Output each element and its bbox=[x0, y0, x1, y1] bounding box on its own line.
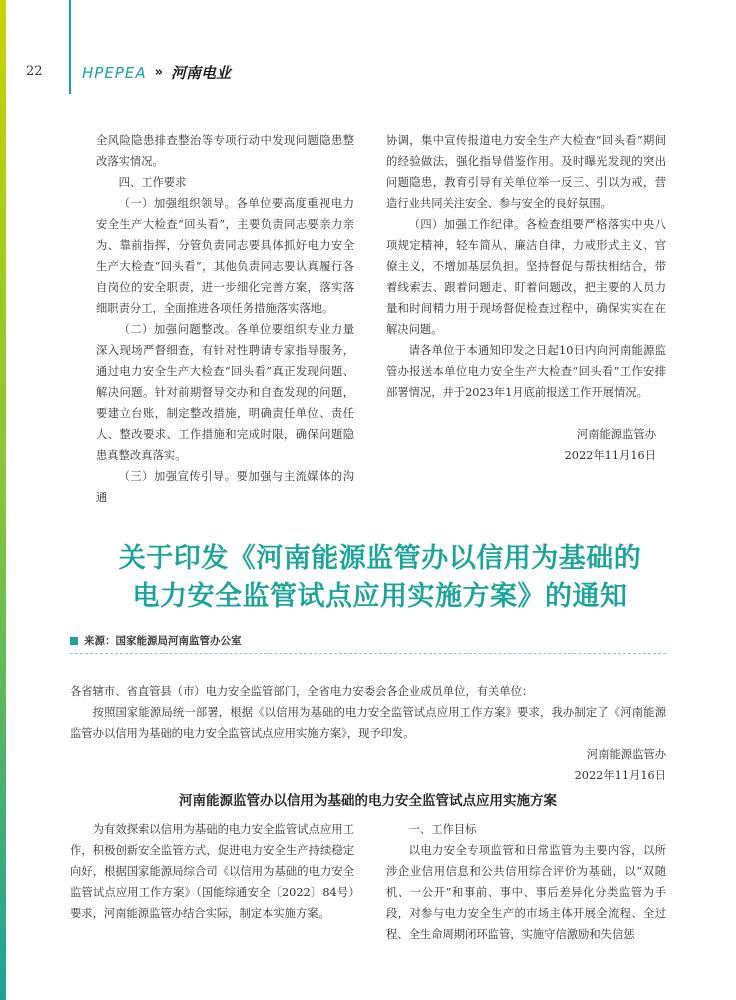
divider bbox=[70, 653, 666, 654]
magazine-logo-en: HPEPEA bbox=[82, 63, 147, 82]
date: 2022年11月16日 bbox=[564, 449, 656, 462]
paragraph: （四）加强工作纪律。各检查组要严格落实中央八项规定精神，轻车简从、廉洁自律，力戒形式主义、官僚主义，不增加基层负担。坚持督促与帮扶相结合，带着线索去、跟着问题走、盯着问题改，把主要的人员力量和时间精力用于现场督促检查过程中，确保实实在在解决问题。 bbox=[386, 218, 666, 336]
article-title-line: 关于印发《河南能源监管办以信用为基础的 bbox=[118, 543, 642, 574]
plan-title: 河南能源监管办以信用为基础的电力安全监管试点应用实施方案 bbox=[179, 793, 557, 809]
accent-bar bbox=[0, 0, 6, 1000]
plan-right-column bbox=[386, 819, 666, 945]
chevron-right-icon: » bbox=[154, 65, 163, 80]
paragraph: 按照国家能源局统一部署，根据《以信用为基础的电力安全监管试点应用工作方案》要求，我办制定了《河南能源监管办以信用为基础的电力安全监管试点应用实施方案》，现予印发。 bbox=[70, 706, 666, 740]
paragraph: （三）加强宣传引导。要加强与主流媒体的沟通 bbox=[96, 470, 354, 504]
top-left-column bbox=[96, 130, 354, 508]
plan-left-column bbox=[70, 819, 354, 924]
paragraph: 为有效探索以信用为基础的电力安全监管试点应用工作，积极创新安全监管方式，促进电力安全生产持续稳定向好，根据国家能源局综合司《以信用为基础的电力安全监管试点应用工作方案》（国能综通安全〔2022〕84号）要求，河南能源监管办结合实际，制定本实施方案。 bbox=[70, 823, 354, 920]
source-label bbox=[70, 633, 242, 648]
paragraph: 请各单位于本通知印发之日起10日内向河南能源监管办报送本单位电力安全生产大检查“回头看”工作安排部署情况，并于2023年1月底前报送工作开展情况。 bbox=[386, 344, 666, 399]
date: 2022年11月16日 bbox=[574, 769, 666, 782]
magazine-logo-cn: 河南电业 bbox=[171, 64, 232, 82]
notice-body bbox=[70, 681, 666, 786]
paragraph: 全风险隐患排查整治等专项行动中发现问题隐患整改落实情况。 bbox=[96, 134, 354, 168]
signature: 河南能源监管办 bbox=[576, 428, 656, 441]
signature: 河南能源监管办 bbox=[586, 748, 666, 761]
paragraph: 以电力安全专项监管和日常监管为主要内容，以所涉企业信用信息和公共信用综合评价为基础，以“双随机、一公开”和事前、事中、事后差异化分类监管为手段，对参与电力安全生产的市场主体开展全流程、全过程、全生命周期闭环监管，实施守信激励和失信惩 bbox=[386, 844, 666, 941]
section-heading: 四、工作要求 bbox=[118, 176, 187, 189]
article-title bbox=[60, 540, 700, 616]
notice-recipients: 各省辖市、省直管县（市）电力安全监管部门，全省电力安委会各企业成员单位，有关单位： bbox=[70, 685, 534, 698]
page-number: 22 bbox=[26, 64, 43, 79]
section-heading: 一、工作目标 bbox=[408, 823, 477, 836]
magazine-masthead bbox=[82, 62, 231, 83]
source-text: 来源：国家能源局河南监管办公室 bbox=[84, 635, 242, 647]
article-title-line: 电力安全监管试点应用实施方案》的通知 bbox=[132, 581, 628, 612]
paragraph: （一）加强组织领导。各单位要高度重视电力安全生产大检查“回头看”，主要负责同志要亲力亲为、靠前指挥，分管负责同志要具体抓好电力安全生产大检查“回头看”，其他负责同志要认真履行各自岗位的安全职责，进一步细化完善方案，落实落细职责分工，全面推进各项任务措施落实落地。 bbox=[96, 197, 354, 315]
square-bullet-icon bbox=[70, 637, 78, 645]
paragraph: （二）加强问题整改。各单位要组织专业力量深入现场严督细查，有针对性聘请专家指导服务，通过电力安全生产大检查“回头看”真正发现问题、解决问题。针对前期督导交办和自查发现的问题，要建立台账，制定整改措施，明确责任单位、责任人、整改要求、工作措施和完成时限，确保问题隐患真整改真落实。 bbox=[96, 323, 354, 462]
top-right-column bbox=[386, 130, 666, 466]
header-divider bbox=[69, 0, 71, 94]
paragraph: 协调，集中宣传报道电力安全生产大检查“回头看”期间的经验做法，强化指导借鉴作用。及时曝光发现的突出问题隐患，教育引导有关单位举一反三、引以为戒，营造行业共同关注安全、参与安全的良好氛围。 bbox=[386, 134, 666, 210]
